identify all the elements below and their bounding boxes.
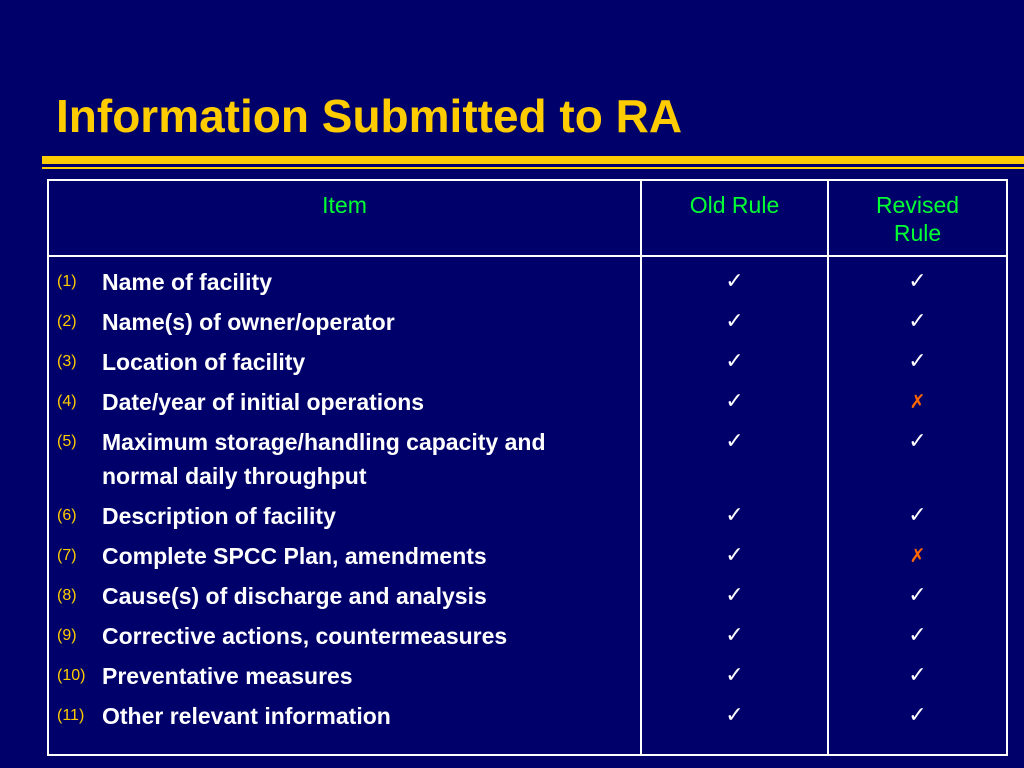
check-icon xyxy=(829,425,1006,493)
check-mark: ✓ xyxy=(908,503,927,528)
check-icon xyxy=(642,345,827,379)
list-item xyxy=(49,385,640,419)
check-mark: ✓ xyxy=(908,269,927,294)
item-number: (1) xyxy=(57,273,77,290)
title-underline-thin xyxy=(42,167,1024,169)
check-mark: ✓ xyxy=(725,703,744,728)
check-mark: ✓ xyxy=(725,583,744,608)
check-icon xyxy=(829,345,1006,379)
list-item xyxy=(49,659,640,693)
item-text: Date/year of initial operations xyxy=(102,389,425,415)
check-mark: ✓ xyxy=(725,503,744,528)
check-mark: ✓ xyxy=(908,309,927,334)
list-item xyxy=(49,539,640,573)
check-icon xyxy=(642,305,827,339)
header-item xyxy=(48,180,641,256)
list-item xyxy=(49,425,640,493)
check-icon xyxy=(829,499,1006,533)
item-text: Location of facility xyxy=(102,349,306,375)
items-column xyxy=(48,256,641,755)
item-number: (5) xyxy=(57,433,77,450)
check-icon xyxy=(642,499,827,533)
check-icon xyxy=(642,265,827,299)
check-mark: ✓ xyxy=(725,349,744,374)
header-old-rule xyxy=(641,180,828,256)
header-item-label: Item xyxy=(322,192,367,218)
check-icon xyxy=(642,425,827,493)
check-icon xyxy=(829,699,1006,733)
header-old-rule-label: Old Rule xyxy=(689,192,780,218)
check-mark: ✓ xyxy=(725,543,744,568)
item-number: (7) xyxy=(57,547,77,564)
list-item xyxy=(49,345,640,379)
table-body-row xyxy=(48,256,1007,755)
cross-icon xyxy=(829,385,1006,419)
check-icon xyxy=(829,619,1006,653)
old-rule-marks xyxy=(642,257,827,733)
check-icon xyxy=(829,305,1006,339)
list-item xyxy=(49,699,640,733)
table-header-row xyxy=(48,180,1007,256)
header-revised-line2: Rule xyxy=(893,220,942,246)
check-icon xyxy=(642,385,827,419)
check-icon xyxy=(642,579,827,613)
item-text: Name of facility xyxy=(102,269,272,295)
item-number: (8) xyxy=(57,587,77,604)
check-mark: ✓ xyxy=(725,309,744,334)
cross-icon xyxy=(829,539,1006,573)
check-mark: ✓ xyxy=(908,703,927,728)
old-rule-column xyxy=(641,256,828,755)
item-text: Name(s) of owner/operator xyxy=(102,309,395,335)
list-item xyxy=(49,619,640,653)
item-list xyxy=(49,257,640,733)
item-text: Description of facility xyxy=(102,503,336,529)
cross-mark: ✗ xyxy=(909,391,926,413)
revised-rule-column xyxy=(828,256,1007,755)
cross-mark: ✗ xyxy=(909,545,926,567)
check-icon xyxy=(642,539,827,573)
item-text: Other relevant information xyxy=(102,703,391,729)
check-icon xyxy=(642,699,827,733)
item-text: Preventative measures xyxy=(102,663,353,689)
check-mark: ✓ xyxy=(908,663,927,688)
item-number: (6) xyxy=(57,507,77,524)
check-mark: ✓ xyxy=(908,583,927,608)
check-mark: ✓ xyxy=(908,429,927,454)
item-text: Corrective actions, countermeasures xyxy=(102,623,508,649)
item-number: (9) xyxy=(57,627,77,644)
check-mark: ✓ xyxy=(908,623,927,648)
slide-title: Information Submitted to RA xyxy=(56,90,683,142)
check-mark: ✓ xyxy=(908,349,927,374)
check-mark: ✓ xyxy=(725,623,744,648)
list-item xyxy=(49,499,640,533)
check-icon xyxy=(829,659,1006,693)
check-icon xyxy=(642,659,827,693)
item-number: (4) xyxy=(57,393,77,410)
item-text: Cause(s) of discharge and analysis xyxy=(102,583,487,609)
check-icon xyxy=(829,579,1006,613)
item-number: (2) xyxy=(57,313,77,330)
check-mark: ✓ xyxy=(725,429,744,454)
item-number: (3) xyxy=(57,353,77,370)
list-item xyxy=(49,579,640,613)
check-mark: ✓ xyxy=(725,269,744,294)
item-text: Maximum storage/handling capacity and normal daily throughput xyxy=(102,429,546,489)
list-item xyxy=(49,305,640,339)
check-icon xyxy=(829,265,1006,299)
item-text: Complete SPCC Plan, amendments xyxy=(102,543,487,569)
item-number: (10) xyxy=(57,667,86,684)
item-number: (11) xyxy=(57,707,85,724)
revised-rule-marks xyxy=(829,257,1006,733)
list-item xyxy=(49,265,640,299)
header-revised-rule xyxy=(828,180,1007,256)
header-revised-line1: Revised xyxy=(875,192,960,218)
check-icon xyxy=(642,619,827,653)
check-mark: ✓ xyxy=(725,663,744,688)
info-table xyxy=(47,179,1008,756)
title-underline xyxy=(42,156,1024,164)
check-mark: ✓ xyxy=(725,389,744,414)
